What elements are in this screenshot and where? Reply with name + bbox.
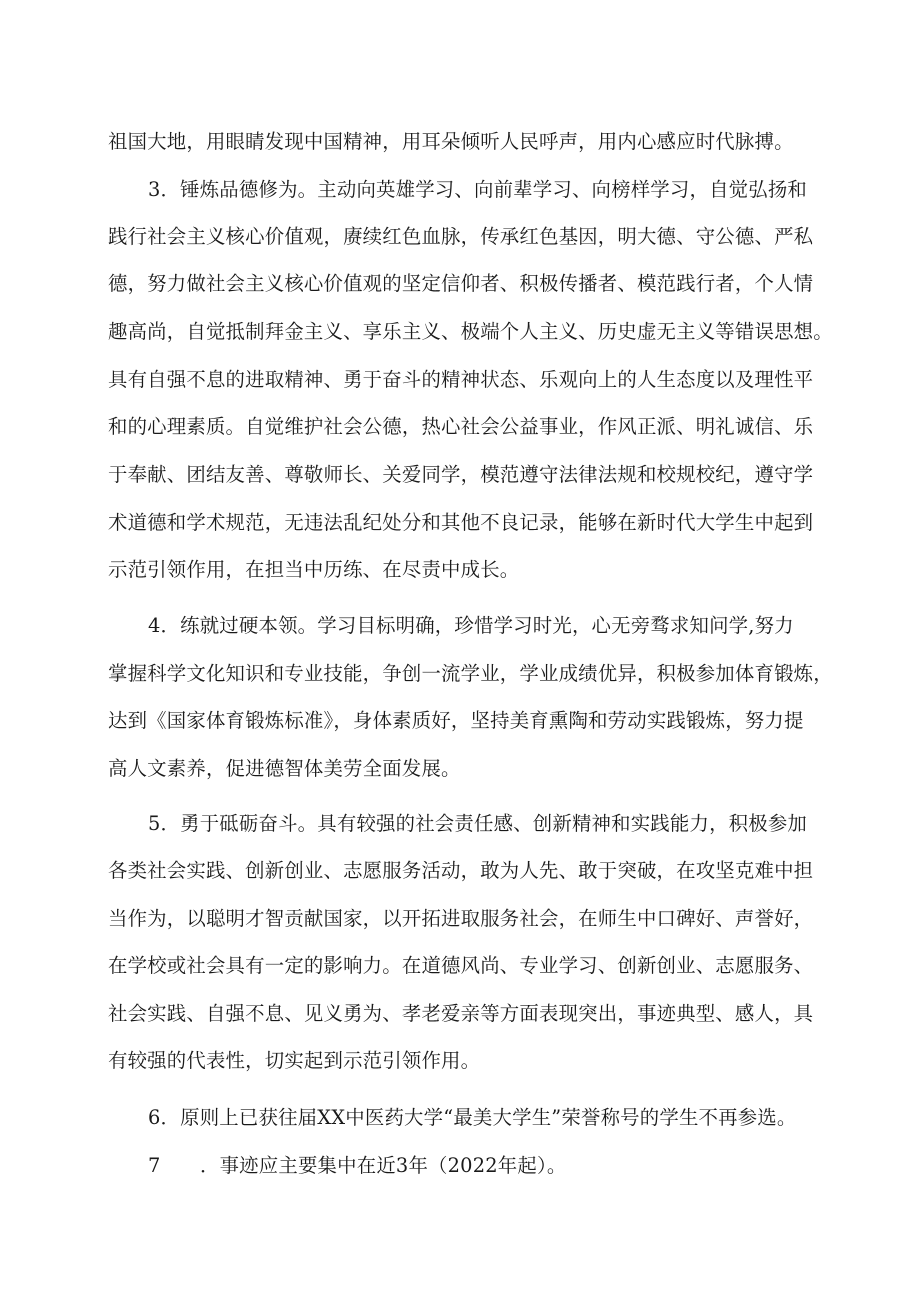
item-5-line: 社会实践、自强不息、见义勇为、孝老爱亲等方面表现突出，事迹典型、感人，具 xyxy=(108,1002,814,1025)
item-7-number: 7 xyxy=(148,1154,161,1177)
paragraph-line: 祖国大地，用眼睛发现中国精神，用耳朵倾听人民呼声，用内心感应时代脉搏。 xyxy=(108,130,794,153)
item-7-text: ．事迹应主要集中在近3年（2022年起）。 xyxy=(200,1154,567,1177)
item-5-line: 各类社会实践、创新创业、志愿服务活动，敢为人先、敢于突破，在攻坚克难中担 xyxy=(108,859,814,882)
item-4-line: 达到《国家体育锻炼标准》，身体素质好，坚持美育熏陶和劳动实践锻炼，努力提 xyxy=(108,709,804,732)
item-3-line: 3．锤炼品德修为。主动向英雄学习、向前辈学习、向榜样学习，自觉弘扬和 xyxy=(148,178,808,201)
item-5-line: 当作为，以聪明才智贡献国家，以开拓进取服务社会，在师生中口碑好、声誉好， xyxy=(108,907,814,930)
item-3-line: 于奉献、团结友善、尊敬师长、关爱同学，模范遵守法律法规和校规校纪，遵守学 xyxy=(108,463,814,486)
item-4-line: 4．练就过硬本领。学习目标明确，珍惜学习时光，心无旁骛求知问学,努力 xyxy=(148,614,794,637)
item-4-line: 高人文素养，促进德智体美劳全面发展。 xyxy=(108,757,461,780)
item-5-line: 5．勇于砥砺奋斗。具有较强的社会责任感、创新精神和实践能力，积极参加 xyxy=(148,812,808,835)
item-3-line: 德，努力做社会主义核心价值观的坚定信仰者、积极传播者、模范践行者，个人情 xyxy=(108,272,814,295)
item-3-line: 趣高尚，自觉抵制拜金主义、享乐主义、极端个人主义、历史虚无主义等错误思想。 xyxy=(108,320,833,343)
item-4-line: 掌握科学文化知识和专业技能，争创一流学业，学业成绩优异，积极参加体育锻炼， xyxy=(108,662,833,685)
item-3-line: 践行社会主义核心价值观，赓续红色血脉，传承红色基因，明大德、守公德、严私 xyxy=(108,225,814,248)
item-3-line: 术道德和学术规范，无违法乱纪处分和其他不良记录，能够在新时代大学生中起到 xyxy=(108,511,814,534)
item-3-line: 具有自强不息的进取精神、勇于奋斗的精神状态、乐观向上的人生态度以及理性平 xyxy=(108,368,814,391)
item-5-line: 在学校或社会具有一定的影响力。在道德风尚、专业学习、创新创业、志愿服务、 xyxy=(108,954,814,977)
item-3-line: 示范引领作用，在担当中历练、在尽责中成长。 xyxy=(108,558,520,581)
item-3-line: 和的心理素质。自觉维护社会公德，热心社会公益事业，作风正派、明礼诚信、乐 xyxy=(108,415,814,438)
item-5-line: 有较强的代表性，切实起到示范引领作用。 xyxy=(108,1049,481,1072)
item-7-line xyxy=(148,1148,828,1184)
item-6-line: 6．原则上已获往届XX中医药大学“最美大学生”荣誉称号的学生不再参选。 xyxy=(148,1106,797,1129)
